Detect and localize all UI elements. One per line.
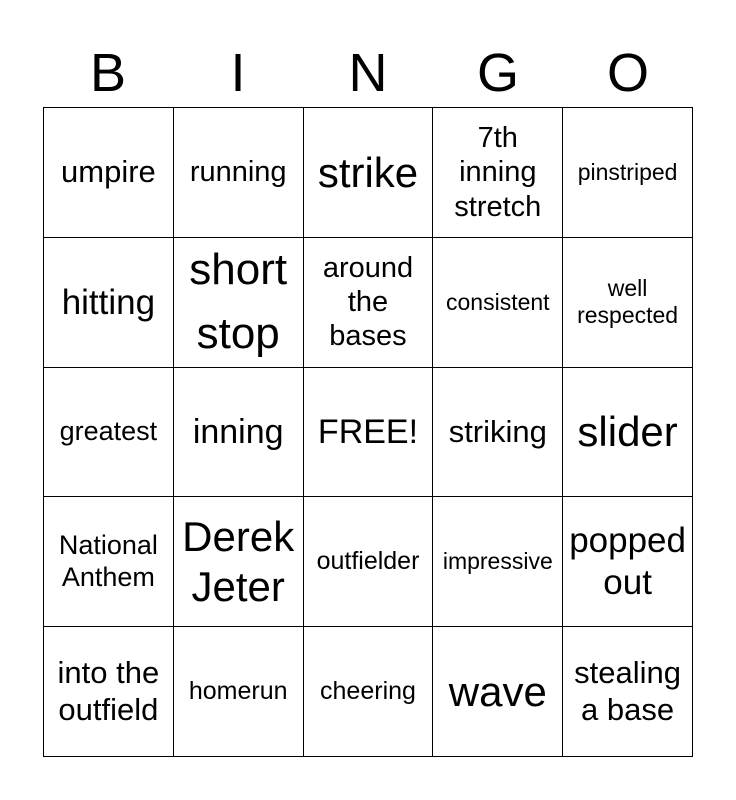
bingo-cell[interactable] [563, 238, 693, 368]
bingo-cell[interactable] [44, 108, 174, 238]
cell-label: homerun [188, 676, 288, 705]
cell-label: cheering [320, 676, 416, 705]
cell-label: popped out [569, 521, 686, 602]
bingo-cell[interactable] [563, 627, 693, 757]
cell-label: well respected [577, 275, 679, 329]
header-letter-o: O [606, 43, 649, 103]
cell-label: FREE! [317, 412, 419, 451]
cell-label: umpire [61, 154, 156, 190]
bingo-card-grid [43, 107, 693, 757]
bingo-cell[interactable] [174, 497, 304, 627]
bingo-cell[interactable] [304, 368, 434, 498]
cell-label: impressive [442, 548, 553, 575]
bingo-cell[interactable] [44, 368, 174, 498]
bingo-cell[interactable] [174, 627, 304, 757]
cell-label: slider [577, 408, 678, 456]
cell-label: 7th inning stretch [454, 122, 542, 223]
cell-label: pinstriped [577, 158, 678, 185]
bingo-cell[interactable] [174, 238, 304, 368]
header-letter-i: I [230, 43, 246, 103]
bingo-cell[interactable] [44, 627, 174, 757]
bingo-cell[interactable] [433, 368, 563, 498]
bingo-cell[interactable] [44, 497, 174, 627]
bingo-cell[interactable] [433, 238, 563, 368]
bingo-cell[interactable] [304, 497, 434, 627]
header-letter-b: B [89, 43, 127, 103]
bingo-cell[interactable] [433, 497, 563, 627]
cell-label: greatest [59, 416, 158, 447]
cell-label: National Anthem [58, 529, 158, 592]
cell-label: Derek Jeter [182, 513, 295, 610]
cell-label: wave [448, 667, 547, 715]
bingo-cell[interactable] [304, 627, 434, 757]
bingo-cell[interactable] [174, 368, 304, 498]
cell-label: consistent [446, 288, 550, 315]
cell-label: inning [192, 412, 284, 451]
bingo-cell[interactable] [304, 108, 434, 238]
cell-label: outfielder [316, 547, 420, 576]
cell-label: striking [448, 413, 547, 449]
cell-label: around the bases [322, 251, 414, 353]
cell-label: running [189, 156, 287, 189]
cell-label: short stop [189, 245, 288, 359]
bingo-cell[interactable] [304, 238, 434, 368]
cell-label: strike [317, 148, 419, 196]
bingo-cell[interactable] [563, 368, 693, 498]
bingo-header [43, 40, 693, 106]
bingo-cell[interactable] [433, 108, 563, 238]
bingo-cell[interactable] [174, 108, 304, 238]
bingo-cell[interactable] [563, 497, 693, 627]
bingo-cell[interactable] [44, 238, 174, 368]
header-letter-g: G [476, 43, 519, 103]
bingo-cell[interactable] [433, 627, 563, 757]
bingo-cell[interactable] [563, 108, 693, 238]
cell-label: hitting [61, 282, 156, 322]
cell-label: into the outfield [57, 655, 160, 727]
cell-label: stealing a base [574, 655, 682, 727]
header-letter-n: N [348, 43, 388, 103]
